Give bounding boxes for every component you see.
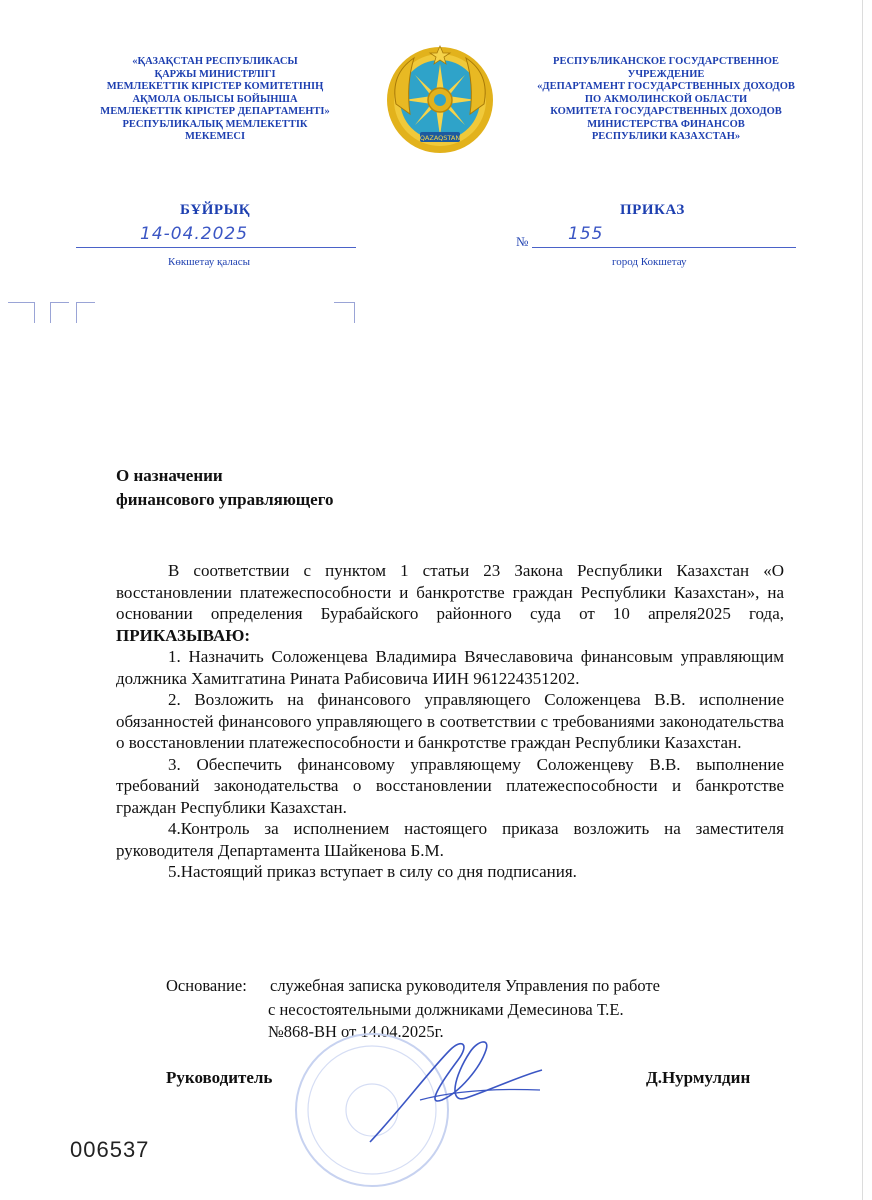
header-right-line: ПО АКМОЛИНСКОЙ ОБЛАСТИ [584, 93, 748, 105]
basis-line: с несостоятельными должниками Демесинова Т.Е. [268, 1000, 624, 1019]
state-emblem [384, 44, 496, 156]
handwritten-date: 14-04.2025 [140, 224, 249, 244]
preamble-paragraph [116, 560, 784, 646]
header-left-line: АҚМОЛА ОБЛЫСЫ БОЙЫНША [132, 93, 298, 105]
header-right-line: РЕСПУБЛИКАНСКОЕ ГОСУДАРСТВЕННОЕ [553, 56, 779, 67]
title-line: финансового управляющего [116, 490, 334, 509]
header-left-line: РЕСПУБЛИКАЛЫҚ МЕМЛЕКЕТТІК [122, 118, 308, 130]
order-word: ПРИКАЗЫВАЮ: [116, 625, 251, 645]
header-left-line: МЕМЛЕКЕТТІК КІРІСТЕР КОМИТЕТІНІҢ [106, 81, 324, 92]
header-left-line: МЕМЛЕКЕТТІК КІРІСТЕР ДЕПАРТАМЕНТІ» [100, 106, 330, 117]
order-item: 1. Назначить Соложенцева Владимира Вячеславовича финансовым управляющим должника Хамитгатина Рината Рабисовича ИИН 961224351202. [116, 647, 784, 688]
header-right-line: «ДЕПАРТАМЕНТ ГОСУДАРСТВЕННЫХ ДОХОДОВ [537, 81, 795, 92]
order-item: 5.Настоящий приказ вступает в силу со дня подписания. [168, 862, 577, 881]
preamble-text: В соответствии с пунктом 1 статьи 23 Закона Республики Казахстан «О восстановлении платежеспособности и банкротстве граждан Республики Казахстан», на основании определения Бурабайского районного суда от 10 апреля2025 года, [116, 561, 784, 623]
scan-edge [862, 0, 863, 1200]
handwritten-signature [330, 1030, 570, 1150]
header-left-line: МЕКЕМЕСІ [184, 131, 246, 142]
order-item: 4.Контроль за исполнением настоящего приказа возложить на заместителя руководителя Департамента Шайкенова Б.М. [116, 819, 784, 860]
corner-mark [76, 302, 95, 323]
signature-icon [330, 1030, 570, 1150]
basis-line: №868-ВН от 14.04.2025г. [268, 1022, 444, 1041]
header-left-institution [60, 56, 370, 144]
doc-type-kz: БҰЙРЫҚ [180, 202, 251, 218]
number-sign: № [516, 234, 529, 249]
emblem-icon [384, 44, 496, 156]
city-kz: Көкшетау қаласы [168, 256, 251, 268]
corner-mark [50, 302, 69, 323]
basis-label: Основание: [166, 976, 247, 995]
order-item: 2. Возложить на финансового управляющего Соложенцева В.В. исполнение обязанностей финансового управляющего в соответствии с требованиями законодательства о восстановлении платежеспособности и банкротстве граждан Республики Казахстан. [116, 690, 784, 752]
corner-mark [334, 302, 355, 323]
signatory-position: Руководитель [166, 1068, 273, 1087]
header-right-line: КОМИТЕТА ГОСУДАРСТВЕННЫХ ДОХОДОВ [550, 106, 782, 117]
header-right-line: УЧРЕЖДЕНИЕ [627, 68, 705, 80]
svg-text:QAZAQSTAN: QAZAQSTAN [419, 134, 461, 142]
signatory-name: Д.Нурмулдин [646, 1068, 751, 1087]
header-left-line: ҚАРЖЫ МИНИСТРЛІГІ [154, 68, 276, 80]
header-right-line: РЕСПУБЛИКИ КАЗАХСТАН» [591, 131, 741, 142]
header-right-line: МИНИСТЕРСТВА ФИНАНСОВ [587, 118, 745, 130]
doc-type-ru: ПРИКАЗ [620, 202, 685, 218]
title-line: О назначении [116, 466, 223, 485]
header-left-line: «ҚАЗАҚСТАН РЕСПУБЛИКАСЫ [132, 56, 298, 67]
order-item: 3. Обеспечить финансовому управляющему Соложенцеву В.В. выполнение требований законодательства о восстановлении платежеспособности и банкротстве граждан Республики Казахстан. [116, 754, 784, 817]
date-underline [76, 247, 356, 248]
handwritten-number: 155 [568, 224, 604, 244]
city-ru: город Кокшетау [612, 256, 687, 268]
header-right-institution [506, 56, 826, 144]
corner-mark [8, 302, 35, 323]
basis-line: служебная записка руководителя Управления по работе [270, 976, 660, 995]
document-body [116, 560, 784, 883]
document-title [116, 464, 334, 512]
registration-number: 006537 [70, 1137, 150, 1162]
number-underline [532, 247, 796, 248]
